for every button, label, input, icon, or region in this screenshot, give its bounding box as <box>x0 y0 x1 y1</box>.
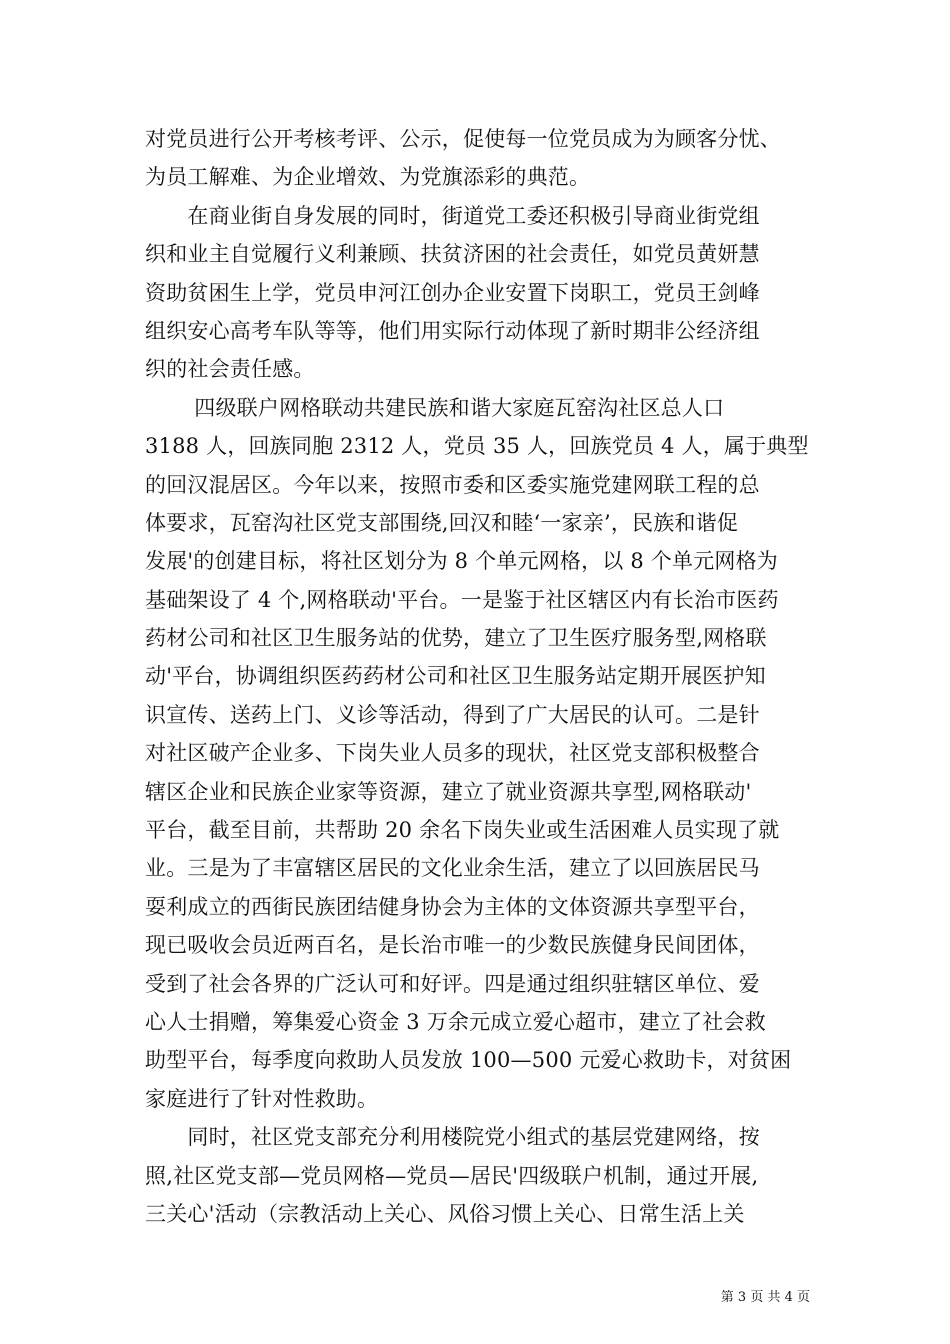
text-line: 照,社区党支部—党员网格—党员—居民'四级联户机制，通过开展, <box>145 1163 759 1188</box>
text-line: 织的社会责任感。 <box>145 357 315 382</box>
text-line: 为员工解难、为企业增效、为党旗添彩的典范。 <box>145 165 591 190</box>
text-line: 心人士捐赠，筹集爱心资金 3 万余元成立爱心超市，建立了社会救 <box>145 1009 766 1034</box>
text-line: 四级联户网格联动共建民族和谐大家庭瓦窑沟社区总人口 <box>145 395 725 420</box>
text-line: 助型平台，每季度向救助人员发放 100—500 元爱心救助卡，对贫困 <box>145 1048 792 1073</box>
text-line: 基础架设了 4 个,网格联动'平台。一是鉴于社区辖区内有长治市医药 <box>145 587 779 612</box>
text-line: 对社区破产企业多、下岗失业人员多的现状，社区党支部积极整合 <box>145 741 760 766</box>
text-line: 辖区企业和民族企业家等资源，建立了就业资源共享型,网格联动' <box>145 779 752 804</box>
text-line: 的回汉混居区。今年以来，按照市委和区委实施党建网联工程的总 <box>145 472 760 497</box>
text-line: 现已吸收会员近两百名，是长治市唯一的少数民族健身民间团体， <box>145 933 760 958</box>
text-line: 在商业街自身发展的同时，街道党工委还积极引导商业街党组 <box>145 203 760 228</box>
text-line: 家庭进行了针对性救助。 <box>145 1086 379 1111</box>
text-line: 织和业主自觉履行义利兼顾、扶贫济困的社会责任，如党员黄妍慧 <box>145 242 760 267</box>
body-text <box>145 120 810 1233</box>
text-line: 发展'的创建目标，将社区划分为 8 个单元网格，以 8 个单元网格为 <box>145 549 778 574</box>
text-line: 组织安心高考车队等等，他们用实际行动体现了新时期非公经济组 <box>145 318 760 343</box>
text-line: 平台，截至目前，共帮助 20 余名下岗失业或生活困难人员实现了就 <box>145 818 780 843</box>
text-line: 同时，社区党支部充分利用楼院党小组式的基层党建网络，按 <box>145 1125 760 1150</box>
text-line: 资助贫困生上学，党员申河江创办企业安置下岗职工，党员王剑峰 <box>145 280 760 305</box>
page-number: 第 3 页 共 4 页 <box>720 1290 810 1305</box>
text-line: 受到了社会各界的广泛认可和好评。四是通过组织驻辖区单位、爱 <box>145 971 760 996</box>
text-line: 三关心'活动（宗教活动上关心、风俗习惯上关心、日常生活上关 <box>145 1201 745 1226</box>
text-line: 体要求，瓦窑沟社区党支部围绕,回汉和睦‘一家亲’，民族和谐促 <box>145 510 739 535</box>
text-line: 业。三是为了丰富辖区居民的文化业余生活，建立了以回族居民马 <box>145 856 760 881</box>
text-line: 耍利成立的西街民族团结健身协会为主体的文体资源共享型平台， <box>145 894 760 919</box>
text-line: 药材公司和社区卫生服务站的优势，建立了卫生医疗服务型,网格联 <box>145 626 767 651</box>
text-line: 动'平台，协调组织医药药材公司和社区卫生服务站定期开展医护知 <box>145 664 766 689</box>
text-line: 识宣传、送药上门、义诊等活动，得到了广大居民的认可。二是针 <box>145 702 760 727</box>
text-line: 3188 人，回族同胞 2312 人，党员 35 人，回族党员 4 人，属于典型 <box>145 434 809 459</box>
text-line: 对党员进行公开考核考评、公示，促使每一位党员成为为顾客分忧、 <box>145 127 781 151</box>
